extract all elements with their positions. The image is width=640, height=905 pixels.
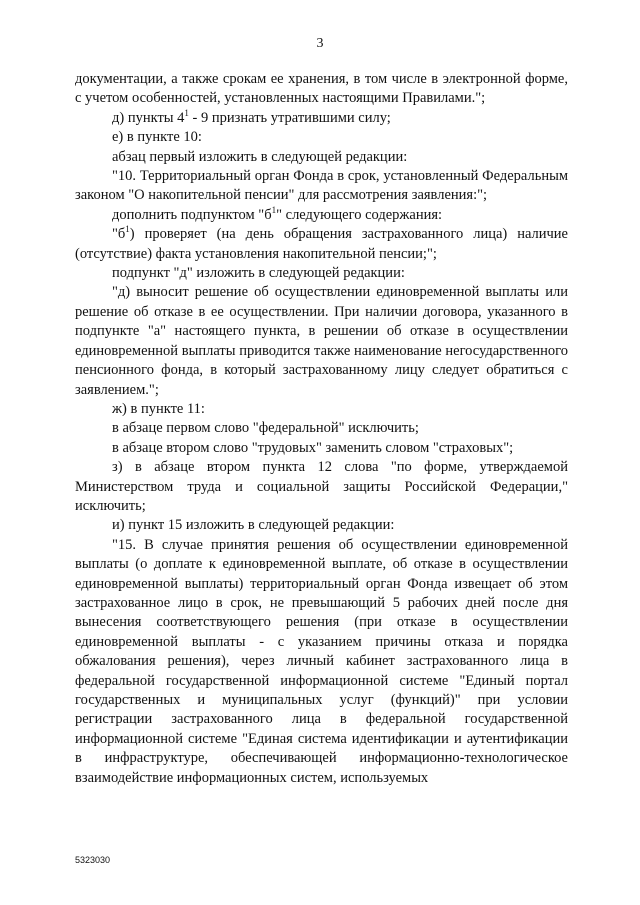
document-body <box>75 70 568 788</box>
paragraph-item-d-text-b: - 9 признать утратившими силу; <box>188 109 391 126</box>
paragraph-add-subitem-text-a: дополнить подпунктом "б <box>112 206 272 223</box>
paragraph-item-d-text-a: д) пункты 4 <box>112 109 185 126</box>
paragraph-abzac-first-word: в абзаце первом слово "федеральной" исключить; <box>112 420 419 437</box>
paragraph-quote-15: "15. В случае принятия решения об осуществлении единовременной выплаты (о доплате к единовременной выплате, об отказе в осуществлении единовременной выплаты) территориальный орган Фонда извещает об этом застрахованное лицо в срок, не превышающий 5 рабочих дней после дня вынесения соответствующего решения (при отказе в осуществлении единовременной выплаты - с указанием причины отказа и порядка обжалования решения), через личный кабинет застрахованного лица в федеральной государственной информационной системе "Единый портал государственных и муниципальных услуг (функций)" при условии регистрации застрахованного лица в федеральной государственной информационной системе "Единая система идентификации и аутентификации в инфраструктуре, обеспечивающей информационно-технологическое взаимодействие информационных систем, используемых <box>75 536 568 786</box>
paragraph-add-subitem-text-b: " следующего содержания: <box>276 206 443 223</box>
page-number: 3 <box>316 36 324 51</box>
document-code: 5323030 <box>75 855 111 865</box>
superscript: 1 <box>271 205 277 216</box>
superscript: 1 <box>184 107 189 118</box>
superscript: 1 <box>125 224 130 235</box>
paragraph-subitem-d: подпункт "д" изложить в следующей редакции: <box>112 265 405 282</box>
paragraph-continuation: документации, а также срокам ее хранения, в том числе в электронной форме, с учетом особенностей, установленных настоящими Правилами."; <box>75 71 568 107</box>
paragraph-quote-b1 <box>75 225 568 264</box>
paragraph-abzac-second-word: в абзаце втором слово "трудовых" заменить словом "страховых"; <box>112 439 514 456</box>
paragraph-item-z: з) в абзаце втором пункта 12 слова "по форме, утверждаемой Министерством труда и социальной защиты Российской Федерации," исключить; <box>75 459 568 514</box>
paragraph-add-subitem <box>75 206 568 225</box>
paragraph-item-d <box>75 109 568 128</box>
paragraph-quote-d: "д) выносит решение об осуществлении единовременной выплаты или решение об отказе в ее осуществлении. При наличии договора, указанного в подпункте "а" настоящего пункта, в решении об отказе в осуществлении единовременной выплаты приводится также наименование негосударственного пенсионного фонда, в который застрахованному лицу следует обратиться с заявлением."; <box>75 284 568 398</box>
paragraph-item-e: е) в пункте 10: <box>112 129 202 146</box>
paragraph-first-abzac: абзац первый изложить в следующей редакции: <box>112 148 408 165</box>
paragraph-quote-b1-text-b: ) проверяет (на день обращения застрахованного лица) наличие (отсутствие) факта установления накопительной пенсии;"; <box>75 226 568 262</box>
paragraph-item-zh: ж) в пункте 11: <box>112 400 205 417</box>
paragraph-quote-10: "10. Территориальный орган Фонда в срок, установленный Федеральным законом "О накопительной пенсии" для рассмотрения заявления:"; <box>75 168 568 204</box>
paragraph-quote-b1-text-a: "б <box>112 226 126 243</box>
paragraph-item-i: и) пункт 15 изложить в следующей редакции: <box>112 517 395 534</box>
